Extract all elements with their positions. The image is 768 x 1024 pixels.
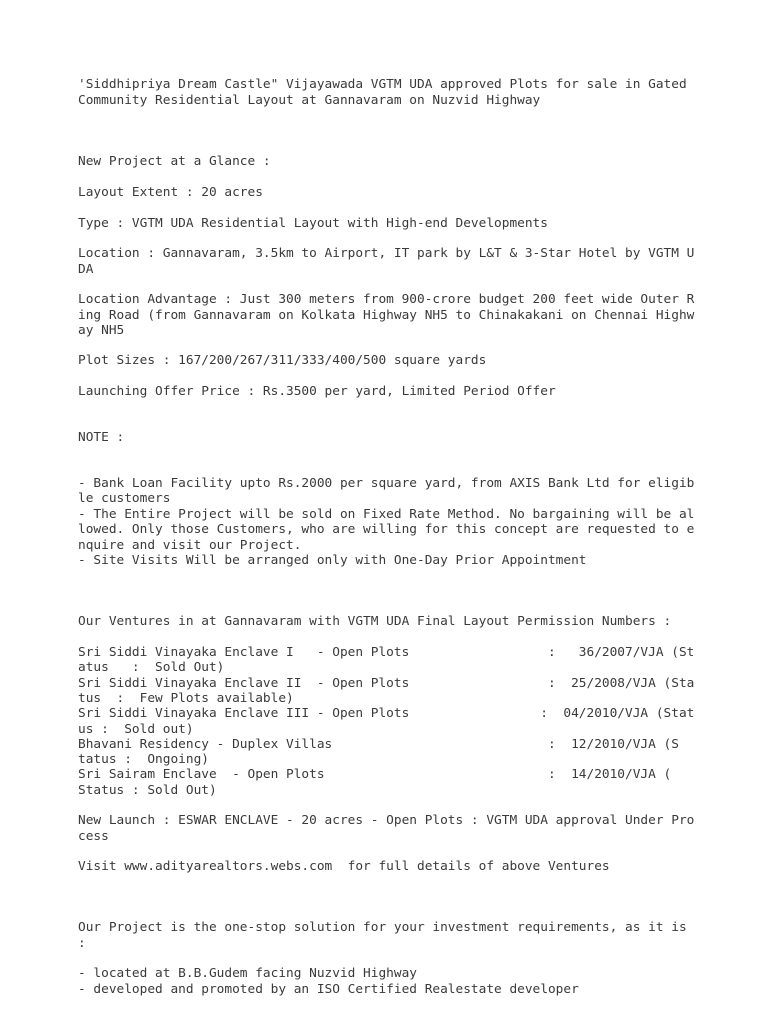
venture-line-4: tus : Few Plots available)	[78, 691, 294, 706]
venture-line-1: Sri Siddi Vinayaka Enclave I - Open Plots : 36/2007/VJA (St	[78, 645, 695, 660]
location-line-2: DA	[78, 262, 94, 277]
solution-line-1: Our Project is the one-stop solution for your investment requirements, as it is	[78, 920, 687, 935]
venture-line-7: Bhavani Residency - Duplex Villas : 12/2010/VJA (S	[78, 737, 679, 752]
venture-line-10: Status : Sold Out)	[78, 783, 217, 798]
feature-line-2: - developed and promoted by an ISO Certified Realestate developer	[78, 982, 579, 997]
plot-sizes: Plot Sizes : 167/200/267/311/333/400/500 square yards	[78, 353, 487, 368]
note-line-1: - Bank Loan Facility upto Rs.2000 per square yard, from AXIS Bank Ltd for eligib	[78, 476, 695, 491]
note-line-4: lowed. Only those Customers, who are willing for this concept are requested to e	[78, 522, 695, 537]
advantage-line-2: ing Road (from Gannavaram on Kolkata Highway NH5 to Chinakakani on Chennai Highw	[78, 308, 695, 323]
solution-line-2: :	[78, 936, 86, 951]
ventures-heading: Our Ventures in at Gannavaram with VGTM UDA Final Layout Permission Numbers :	[78, 614, 672, 629]
venture-line-6: us : Sold out)	[78, 722, 194, 737]
note-line-2: le customers	[78, 491, 171, 506]
feature-line-1: - located at B.B.Gudem facing Nuzvid Highway	[78, 966, 417, 981]
venture-line-8: tatus : Ongoing)	[78, 752, 209, 767]
title-line-1: 'Siddhipriya Dream Castle" Vijayawada VGTM UDA approved Plots for sale in Gated	[78, 77, 687, 92]
advantage-line-3: ay NH5	[78, 323, 125, 338]
venture-line-3: Sri Siddi Vinayaka Enclave II - Open Plots : 25/2008/VJA (Sta	[78, 676, 695, 691]
visit-line: Visit www.adityarealtors.webs.com for full details of above Ventures	[78, 859, 610, 874]
title-line-2: Community Residential Layout at Gannavaram on Nuzvid Highway	[78, 93, 541, 108]
venture-line-9: Sri Sairam Enclave - Open Plots : 14/2010/VJA (	[78, 767, 672, 782]
new-launch-line-2: cess	[78, 829, 109, 844]
advantage-line-1: Location Advantage : Just 300 meters from 900-crore budget 200 feet wide Outer R	[78, 292, 695, 307]
new-launch-line-1: New Launch : ESWAR ENCLAVE - 20 acres - Open Plots : VGTM UDA approval Under Pro	[78, 813, 695, 828]
note-line-6: - Site Visits Will be arranged only with One-Day Prior Appointment	[78, 553, 587, 568]
offer-price: Launching Offer Price : Rs.3500 per yard, Limited Period Offer	[78, 384, 556, 399]
venture-line-2: atus : Sold Out)	[78, 660, 225, 675]
venture-line-5: Sri Siddi Vinayaka Enclave III - Open Plots : 04/2010/VJA (Stat	[78, 706, 695, 721]
note-line-3: - The Entire Project will be sold on Fixed Rate Method. No bargaining will be al	[78, 507, 695, 522]
note-heading: NOTE :	[78, 430, 125, 445]
note-line-5: nquire and visit our Project.	[78, 538, 302, 553]
layout-extent: Layout Extent : 20 acres	[78, 185, 263, 200]
location-line-1: Location : Gannavaram, 3.5km to Airport, IT park by L&T & 3-Star Hotel by VGTM U	[78, 246, 695, 261]
project-type: Type : VGTM UDA Residential Layout with High-end Developments	[78, 216, 548, 231]
glance-heading: New Project at a Glance :	[78, 154, 271, 169]
